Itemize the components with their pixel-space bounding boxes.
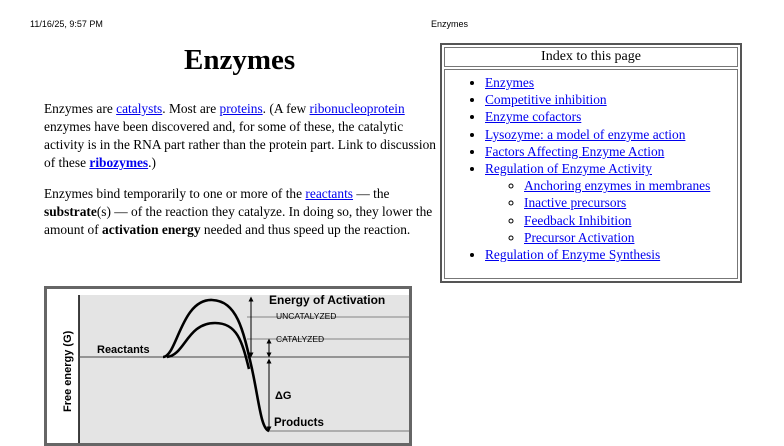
index-sublist	[485, 177, 737, 246]
link-ribonucleoprotein[interactable]: ribonucleoprotein	[309, 101, 405, 116]
index-link-inactive-precursors[interactable]: Inactive precursors	[524, 195, 627, 211]
term-substrate: substrate	[44, 204, 97, 219]
page-index-box	[440, 43, 742, 283]
list-item	[524, 229, 737, 246]
list-item	[524, 212, 737, 229]
link-catalysts[interactable]: catalysts	[116, 101, 163, 116]
list-item	[485, 126, 737, 143]
text-run: (s) — of the reaction they catalyze. In doing so, they lower the amount of	[44, 204, 433, 237]
list-item	[485, 74, 737, 91]
list-item	[485, 108, 737, 125]
index-link-regulation-synthesis[interactable]: Regulation of Enzyme Synthesis	[485, 247, 661, 263]
text-run: .)	[148, 155, 156, 170]
index-link-regulation-activity[interactable]: Regulation of Enzyme Activity	[485, 161, 652, 177]
index-list-container	[444, 69, 738, 279]
reactants-label: Reactants	[97, 344, 150, 356]
intro-paragraph	[44, 100, 436, 172]
text-run: Enzymes are	[44, 101, 117, 116]
page-title: Enzymes	[184, 44, 296, 76]
text-run: needed and thus speed up the reaction.	[200, 222, 411, 237]
y-axis-label: Free energy (G)	[62, 330, 74, 412]
products-label: Products	[274, 417, 324, 429]
text-run: enzymes have been discovered and, for some of these, the catalytic activity is in the RNA part rather than the protein part. Link to discussion of these	[44, 119, 436, 170]
index-link-feedback-inhibition[interactable]: Feedback Inhibition	[524, 212, 632, 228]
activation-energy-figure	[44, 286, 412, 446]
list-item	[485, 246, 737, 263]
list-item	[485, 160, 737, 246]
index-link-anchoring[interactable]: Anchoring enzymes in membranes	[524, 178, 711, 194]
index-link-precursor-activation[interactable]: Precursor Activation	[524, 229, 635, 245]
print-header-title: Enzymes	[431, 19, 469, 29]
catalyzed-label: CATALYZED	[276, 334, 325, 344]
substrate-paragraph	[44, 185, 436, 239]
link-proteins[interactable]: proteins	[219, 101, 263, 116]
list-item	[485, 143, 737, 160]
print-header-datetime: 11/16/25, 9:57 PM	[30, 19, 103, 29]
index-link-lysozyme[interactable]: Lysozyme: a model of enzyme action	[485, 126, 686, 142]
list-item	[524, 177, 737, 194]
text-run: . Most are	[162, 101, 220, 116]
link-ribozymes[interactable]: ribozymes	[89, 155, 149, 170]
index-title: Index to this page	[444, 47, 738, 67]
uncatalyzed-label: UNCATALYZED	[276, 311, 337, 321]
list-item	[485, 91, 737, 108]
text-run: . (A few	[262, 101, 310, 116]
delta-g-label: ΔG	[275, 390, 292, 402]
link-reactants[interactable]: reactants	[305, 186, 354, 201]
term-activation-energy: activation energy	[102, 222, 201, 237]
energy-diagram	[47, 289, 409, 443]
figure-title: Energy of Activation	[269, 293, 386, 307]
text-run: — the	[353, 186, 390, 201]
index-link-competitive-inhibition[interactable]: Competitive inhibition	[485, 92, 607, 108]
index-link-enzyme-cofactors[interactable]: Enzyme cofactors	[485, 109, 582, 125]
text-run: Enzymes bind temporarily to one or more of the	[44, 186, 306, 201]
index-link-factors[interactable]: Factors Affecting Enzyme Action	[485, 143, 665, 159]
index-link-enzymes[interactable]: Enzymes	[485, 75, 535, 90]
list-item	[524, 194, 737, 211]
index-list	[445, 70, 737, 263]
